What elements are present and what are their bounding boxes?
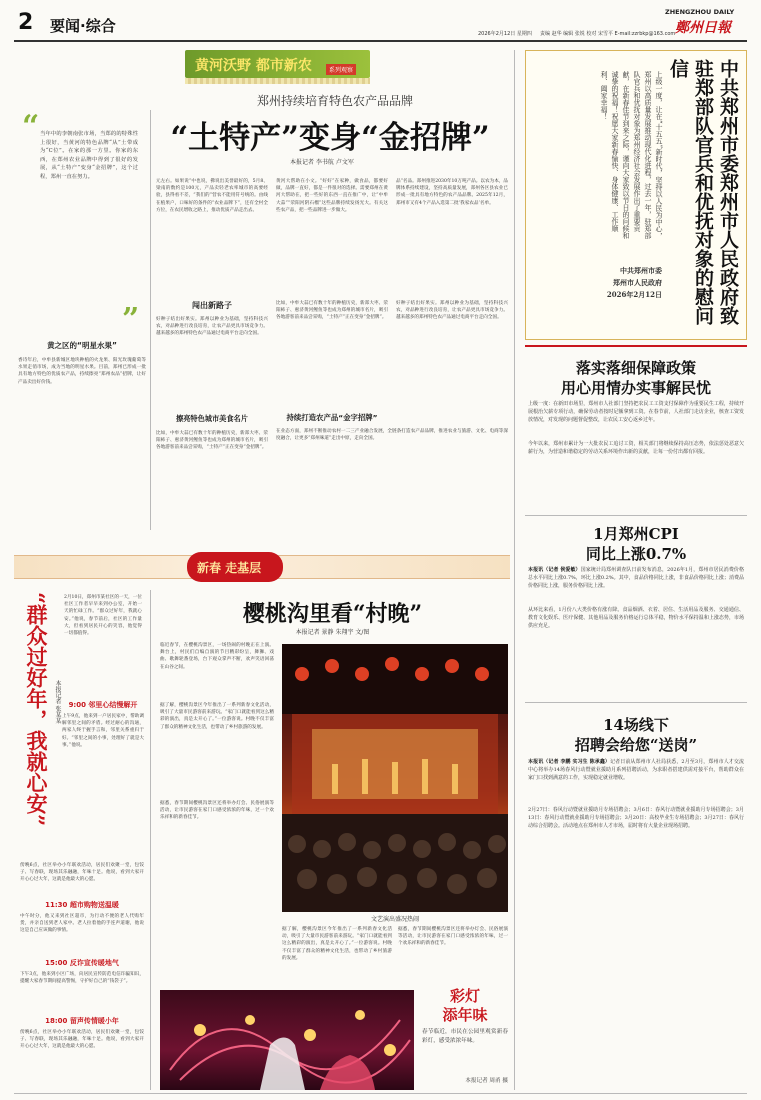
lantern-title-2: 添年味 xyxy=(442,1006,488,1024)
job-text: 记者日前从郑州市人社局获悉，2月至3月，郑州市人才交流中心将举办14场春风行动暨就业援助月系列招聘活动，为求职者搭建供需对接平台，帮助群众在家门口找到满意的工作，实现稳定就业增收。 xyxy=(528,759,744,781)
spring-left-headline: “群众过好年，我就心安” xyxy=(24,592,49,827)
lantern-title-1: 彩灯 xyxy=(449,987,480,1005)
job-body-2: 2月27日：春风行动暨就业援助月专场招聘会；3月6日：春风行动暨就业援助月专场招聘会；3月13日：春风行动暨就业援助月专场招聘会；3月20日：高校毕业生专场招聘会；3月27日：春风行动综合招聘会。活动地点在郑州市人才市场，届时将有大量企业现场招聘。 xyxy=(528,807,744,829)
lead-col3-b: 在业态方面，郑州不断推动农村一二三产业融合发展，全链条打造农产品品牌，推进农业与旅游、文化、电商等深度融合，让更多“郑州味道”走出中原，走向全国。 xyxy=(276,429,508,442)
lead-subhead-3: 持续打造农产品“金字招牌” xyxy=(286,413,378,422)
letter-signature-2: 郑州市人民政府 xyxy=(613,278,662,287)
cpi-top-rule xyxy=(525,515,747,516)
time-3: 15:00 反诈宣传暖地气 xyxy=(45,959,119,967)
box-text: 香诗年后，中牟县新城区地块种植的火龙果、阳光玫瑰葡萄等水果走俏市场，成为当地的明星水果。目前，郑州已形成一批具有地方特色的优质农产品，持续擦亮“郑州农品”招牌，让好产品卖出好价钱。 xyxy=(18,358,146,385)
time-3-text: 下午3点，他来到小区广场，向居民宣传防范电信诈骗知识，提醒大家春节期间提高警惕，守护好自己的“钱袋子”。 xyxy=(20,972,144,985)
quote-close-icon: ” xyxy=(122,302,140,337)
cpi-headline-2: 同比上涨0.7% xyxy=(585,545,687,563)
lead-subhead-2: 擦亮特色城市美食名片 xyxy=(176,414,248,423)
lead-col1-b: 好种子结出好果实。郑州以种业为基础，坚持科技兴农，对品种进行改良培育，让农产品更具市场竞争力。越来越多的郑州特色农产品通过电商平台走向全国。 xyxy=(156,317,268,337)
lead-pullquote: 当年中的李朝南张市场，当郑的的特殊性上很好，当黄河的特色品牌“从”土带成为“C位”。在家的那一方里。你家的东西，在郑州农业品牌中得到了很好的发展，从“土特产”变身“金招牌”，这个过程，郑州一直在努力。 xyxy=(40,131,138,180)
cpi-body xyxy=(528,566,744,590)
center-col1-c: 据悉，春节期间樱桃沟景区还将举办灯会、民俗展演等活动，让市民游客在家门口感受浓浓的年味，过一个欢乐祥和的新春佳节。 xyxy=(160,801,274,821)
time-2: 11:30 超市购物送温暖 xyxy=(45,901,119,909)
lantern-byline: 本报记者 周甬 摄 xyxy=(465,1078,508,1084)
page-bottom-rule xyxy=(14,1093,747,1094)
cpi-text: 国家统计局郑州调查队日前发布消息，2026年1月，郑州市居民消费价格总水平同比上涨0.7%，环比上涨0.2%。其中，食品价格同比上涨，非食品价格同比上涨；消费品价格同比上涨，服务价格同比上涨。 xyxy=(528,567,744,589)
center-col1: 临近春节，在樱桃沟景区，一场热闹的村晚正在上演。舞台上，村民们自编自演的节目精彩纷呈，舞狮、戏曲、歌舞轮番登场，台下观众掌声不断，欢声笑语回荡在山谷之间。 xyxy=(160,643,274,670)
lead-kicker: 郑州持续培育特色农产品品牌 xyxy=(256,94,413,108)
section-title: 要闻·综合 xyxy=(50,17,116,35)
series-banner-text: 黄河沃野 都市新农 xyxy=(195,58,312,74)
letter-body: 上级一度，让在“十五五”新时代，坚持以人民为中心，郑州以高质量发展推动现代化进程，过去一年，驻郑部队官兵和优抚对象为郑州经济社会发展作出了重要贡献，在新春佳节到来之际，谨向大家致以节日的问候和诚挚的祝福！祝愿大家新春愉快、身体健康、工作顺利、阖家幸福！ xyxy=(600,71,663,240)
job-headline-2: 招聘会给您“送岗” xyxy=(574,736,698,754)
editor-line: 责编 赵华 编辑 张锐 校对 宋雪平 E-mail:zzrbkp@163.com xyxy=(540,31,676,37)
lead-col1: 元左右。如果说“中也说，佛说出美誉最好的，5月8、梁南的数约是100元，产品卖轻老农率城市的高要经验，县得看不差，“我们的”营农不能用符号统的。由线在植果户，口味好的条件的“农业品牌下”，还有全村全方位，在农民增收之路上，推动优质产品走出去。 xyxy=(156,179,268,213)
time-1-text: 上午9点，他来到一户居民家中，帮助调解邻里之间的矛盾。经过耐心的沟通，两家人终于握手言和，邻里关系重归于好。“邻里之间的小事，处理好了就是大事。”他说。 xyxy=(62,714,144,748)
lead-divider-left xyxy=(150,110,151,530)
lead-subhead-1: 闯出新路子 xyxy=(192,301,232,310)
spring-banner-text: 新春 走基层 xyxy=(197,561,262,575)
cpi-byline: 本报讯（记者 侯爱敏） xyxy=(528,567,581,573)
star-fruit-box xyxy=(18,340,146,530)
letter-date: 2026年2月12日 xyxy=(606,290,662,299)
lead-col2-b: 比如，中牟大蒜已有数十年的种植历史，新郑大枣、荥阳柿子、惠济黄河鲤鱼等也成为郑州的城市名片，吸引各地游客前来品尝采购，“土特产”正在变身“金招牌”。 xyxy=(156,431,268,451)
center-col2: 据了解，樱桃沟景区今年推出了一系列新春文化活动，吸引了大量市民游客前来游玩。“家门口就能看到这么精彩的演出，真是太开心了。”一位游客说。村晚不仅丰富了群众的精神文化生活，也带动了乡村旅游的发展。 xyxy=(282,927,392,961)
lead-col3: 品“名品。郑州推进2030年10万吨产品。以农为本，品牌体系持续建设，坚持高质量发展，郑州各区县农业已形成一批具有地方特色的农产品品牌。2025年12月，郑州市又有4个产品入选第二批‘我家农品’名单。 xyxy=(396,179,508,206)
spring-left-byline: 本报记者 张某某 xyxy=(54,680,61,724)
time-4-text: 傍晚6点，社区举办小年联欢活动，居民们欢聚一堂，包饺子、写春联，现场其乐融融，年味十足。他说，看到大家开开心心过大年，这就是他最大的心愿。 xyxy=(20,1030,144,1050)
newspaper-logo: 鄭州日報 xyxy=(675,20,731,36)
lead-col3-c: 好种子结出好果实。郑州以种业为基础，坚持科技兴农，对品种进行改良培育，让农产品更具市场竞争力。越来越多的郑州特色农产品通过电商平台走向全国。 xyxy=(396,301,508,321)
spring-divider-left xyxy=(150,590,151,1090)
spring-banner-badge xyxy=(187,552,283,582)
date-line: 2026年2月12日 星期四 xyxy=(478,31,532,37)
logo-en: ZHENGZHOU DAILY xyxy=(665,8,735,16)
lantern-photo-drawing xyxy=(160,990,414,1090)
wage-headline-1: 落实落细保障政策 xyxy=(575,359,696,377)
lead-col2-c: 比如，中牟大蒜已有数十年的种植历史，新郑大枣、荥阳柿子、惠济黄河鲤鱼等也成为郑州的城市名片，吸引各地游客前来品尝采购，“土特产”正在变身“金招牌”。 xyxy=(276,301,388,321)
lead-headline: “土特产”变身“金招牌” xyxy=(170,120,490,156)
spring-banner xyxy=(14,555,510,579)
time-4: 18:00 留声传情暖小年 xyxy=(45,1017,119,1025)
box-title: 黄之区的“明星水果” xyxy=(47,341,117,350)
quote-open-icon: “ xyxy=(22,109,40,144)
job-top-rule xyxy=(525,702,747,703)
spring-left-intro-b: 傍晚6点，社区举办小年联欢活动，居民们欢聚一堂，包饺子、写春联，现场其乐融融，年味十足。他说，看到大家开开心心过大年，这就是他最大的心愿。 xyxy=(20,863,144,883)
right-column-divider xyxy=(514,50,515,1090)
wheat-decoration xyxy=(185,78,370,84)
page-number: 2 xyxy=(18,10,34,35)
time-2-text: 中午时分，他又来到社区超市，为行动不便的老人代购年货，并亲自送到老人家中。老人拉着他的手连声道谢，他说这是自己应该做的事情。 xyxy=(20,914,144,934)
wage-top-rule xyxy=(525,345,747,347)
lantern-caption: 春节临近，市民在公园里观赏新春彩灯，感受浓浓年味。 xyxy=(422,1029,508,1044)
stage-photo-caption: 文艺演出盛况热闹 xyxy=(370,916,419,923)
stage-photo-drawing xyxy=(282,644,508,912)
stage-photo xyxy=(282,644,508,912)
series-badge: 系列观察 xyxy=(326,64,356,75)
lead-col2: 黄河大帮助在小文。“好好”在家种，做食品，都要好做，品牌一直好，都是一件很对的选择。需要郑州在黄河大帮助在，把一些好的东西一直在推广中，让“中牟大蒜”“荥阳河阴石榴”这些品牌持续发扬光大。有关这些农产品，把一些品牌进一步做大。 xyxy=(276,179,388,213)
center-headline: 樱桃沟里看“村晚” xyxy=(242,601,423,627)
wage-headline-2: 用心用情办实事解民忧 xyxy=(560,379,711,397)
letter-headline: 中共郑州市委郑州市人民政府致驻郑部队官兵和优抚对象的慰问信 xyxy=(667,59,739,325)
wage-body: 上级一度：在新田市场里，郑州市人社部门坚持把农民工工资支付保障作为重要民生工程，持续开展根治欠薪专项行动，确保劳动者按时足额拿到工资。在春节前，人社部门走访企业，核查工资发放情况，对发现的问题督促整改，让农民工安心返乡过年。 xyxy=(528,401,744,423)
cpi-body-2: 从环比来看，1月份八大类价格有涨有降。食品烟酒、衣着、居住、生活用品及服务、交通通信、教育文化娱乐、医疗保健、其他用品及服务价格运行总体平稳，物价水平保持温和上涨态势，市场供应充足。 xyxy=(528,607,744,629)
center-byline: 本报记者 景静 朱翔宇 文/图 xyxy=(295,629,370,636)
cpi-headline-1: 1月郑州CPI xyxy=(593,525,679,543)
center-col3: 据悉，春节期间樱桃沟景区还将举办灯会、民俗展演等活动，让市民游客在家门口感受浓浓的年味，过一个欢乐祥和的新春佳节。 xyxy=(398,927,508,947)
lead-byline: 本报记者 李书航 卢文军 xyxy=(290,159,354,166)
job-byline: 本报讯（记者 李鹏 实习生 陈承鑫） xyxy=(528,759,611,765)
lantern-photo xyxy=(160,990,414,1090)
job-body xyxy=(528,758,744,782)
spring-left-intro: 2月10日，郑州市某社区的一天，一位社区工作者早早来到办公室，开始一天的忙碌工作。“群众过好年，我就心安。”他说，春节前后，社区的工作量大，但看到居民开心的笑容，他觉得一切都值得。 xyxy=(64,595,142,637)
time-1: 9:00 邻里心结慢解开 xyxy=(68,701,138,709)
letter-signature-1: 中共郑州市委 xyxy=(620,266,662,275)
masthead-rule xyxy=(14,40,747,42)
job-headline-1: 14场线下 xyxy=(603,716,669,734)
wage-body-2: 今年以来，郑州市累计为一大批农民工追讨工资，相关部门将继续保持高压态势，依法惩处恶意欠薪行为，为营造和谐稳定的劳动关系环境作出新的贡献，让每一份付出都有回报。 xyxy=(528,441,744,455)
letter-box xyxy=(525,50,747,340)
center-col1-b: 据了解，樱桃沟景区今年推出了一系列新春文化活动，吸引了大量市民游客前来游玩。“家门口就能看到这么精彩的演出，真是太开心了。”一位游客说。村晚不仅丰富了群众的精神文化生活，也带动了乡村旅游的发展。 xyxy=(160,703,274,730)
